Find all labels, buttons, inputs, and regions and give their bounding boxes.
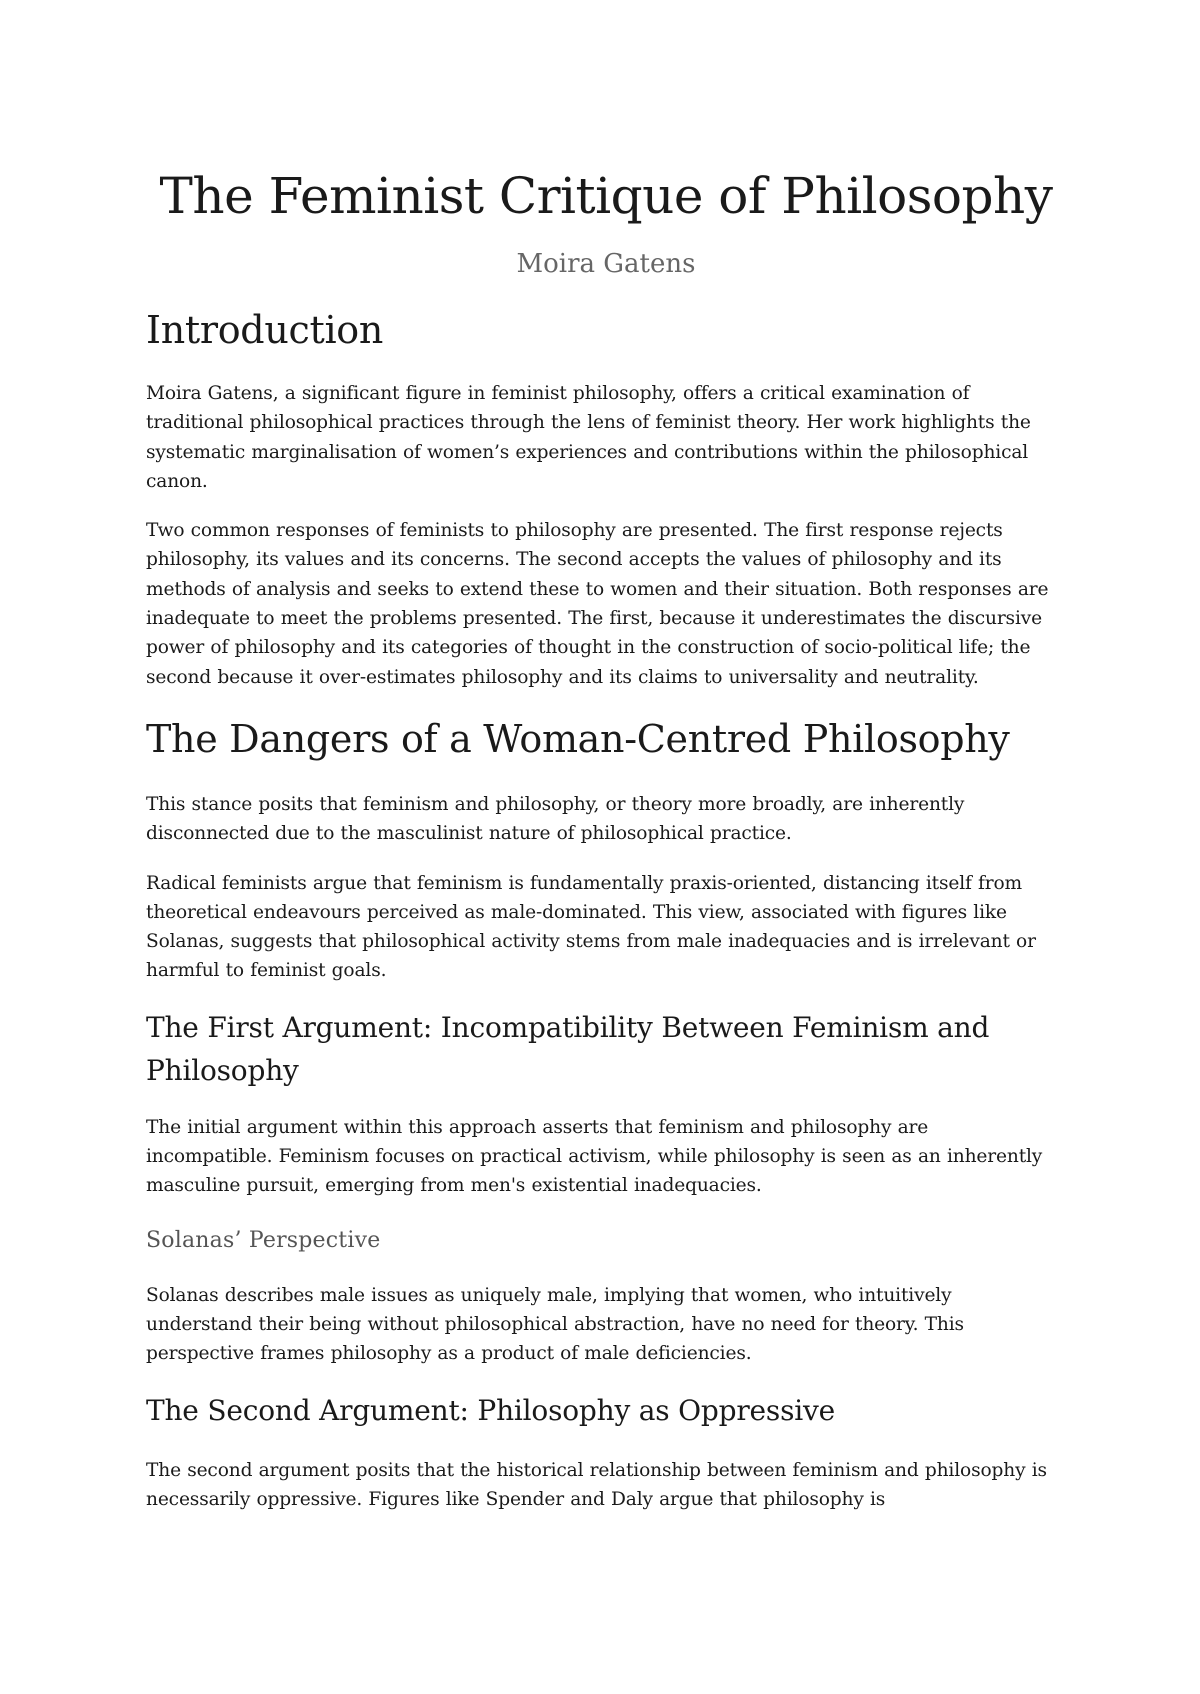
paragraph: This stance posits that feminism and philosophy, or theory more broadly, are inherently disconnected due to the masculinist nature of philosophical practice.	[146, 793, 965, 845]
subsection-heading-second-argument: The Second Argument: Philosophy as Oppressive	[146, 1393, 835, 1427]
section-heading-introduction: Introduction	[146, 308, 384, 352]
section-heading-dangers: The Dangers of a Woman-Centred Philosophy	[146, 716, 1010, 761]
paragraph: Solanas describes male issues as uniquely male, implying that women, who intuitively understand their being without philosophical abstraction, have no need for theory. This perspective frames philosophy as a product of male deficiencies.	[146, 1284, 964, 1365]
paragraph: The initial argument within this approach asserts that feminism and philosophy are incompatible. Feminism focuses on practical activism, while philosophy is seen as an inherently masculine pursuit, emerging from men's existential inadequacies.	[146, 1116, 1043, 1197]
subsubsection-heading-solanas: Solanas’ Perspective	[146, 1227, 381, 1253]
paragraph: Two common responses of feminists to philosophy are presented. The first response rejects philosophy, its values and its concerns. The second accepts the values of philosophy and its methods of analysis and seeks to extend these to women and their situation. Both responses are inadequate to meet the problems presented. The first, because it underestimates the discursive power of philosophy and its categories of thought in the construction of socio-political life; the second because it over-estimates philosophy and its claims to universality and neutrality.	[146, 520, 1049, 688]
subsection-heading-first-argument: The First Argument: Incompatibility Between Feminism and Philosophy	[146, 1010, 990, 1087]
document-title: The Feminist Critique of Philosophy	[159, 167, 1053, 225]
paragraph: Moira Gatens, a significant figure in feminist philosophy, offers a critical examination of traditional philosophical practices through the lens of feminist theory. Her work highlights the systematic marginalisation of women’s experiences and contributions within the philosophical canon.	[146, 383, 1031, 492]
paragraph: Radical feminists argue that feminism is fundamentally praxis-oriented, distancing itself from theoretical endeavours perceived as male-dominated. This view, associated with figures like Solanas, suggests that philosophical activity stems from male inadequacies and is irrelevant or harmful to feminist goals.	[146, 872, 1036, 982]
paragraph: The second argument posits that the historical relationship between feminism and philosophy is necessarily oppressive. Figures like Spender and Daly argue that philosophy is	[146, 1459, 1047, 1510]
document-author: Moira Gatens	[516, 249, 696, 279]
